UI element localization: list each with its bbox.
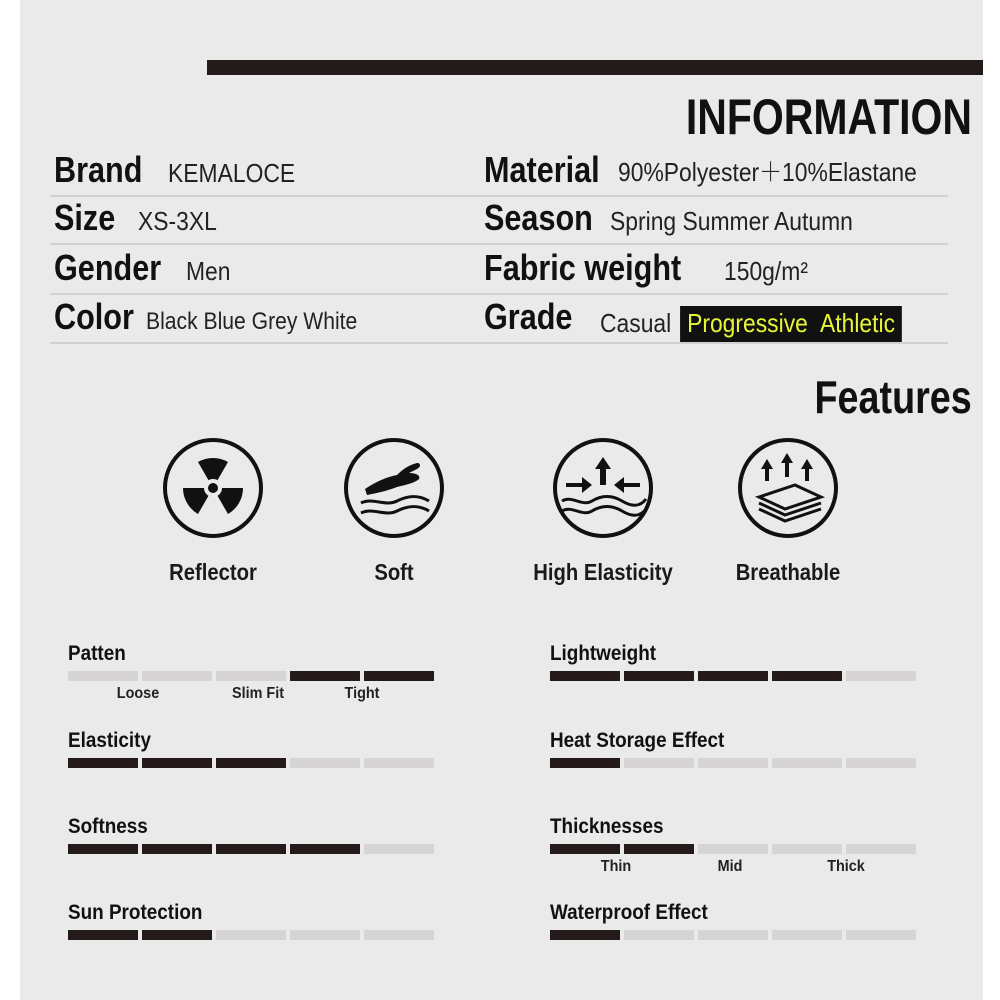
top-accent-bar — [207, 60, 983, 75]
rating-segment-filled — [290, 844, 360, 854]
rating-label: Thicknesses — [550, 815, 664, 838]
rating-segment-filled — [216, 758, 286, 768]
gender-value: Men — [186, 256, 231, 286]
features-heading: Features — [814, 371, 972, 423]
scale-label-slim-fit: Slim Fit — [231, 685, 285, 702]
hand-icon — [343, 437, 445, 539]
fabric-weight-value: 150g/m² — [724, 256, 808, 286]
rating-segment-filled — [142, 758, 212, 768]
rating-thicknesses — [550, 814, 922, 880]
rating-label: Lightweight — [550, 642, 657, 665]
season-key: Season — [484, 197, 593, 238]
grade-highlight: Progressive Athletic — [680, 306, 902, 342]
rating-segment-filled — [142, 930, 212, 940]
rating-segment-filled — [698, 671, 768, 681]
feature-soft — [294, 437, 494, 586]
scale-label-mid: Mid — [717, 858, 743, 875]
scale-label-tight: Tight — [344, 685, 380, 702]
rating-label: Elasticity — [68, 729, 151, 752]
rating-label: Waterproof Effect — [550, 901, 708, 924]
rating-lightweight — [550, 641, 922, 681]
rating-bar — [550, 671, 922, 681]
rating-segment-empty — [216, 930, 286, 940]
material-key: Material — [484, 149, 600, 190]
rating-segment-empty — [772, 758, 842, 768]
rating-segment-empty — [364, 930, 434, 940]
color-value: Black Blue Grey White — [146, 308, 358, 335]
stretch-arrows-icon — [552, 437, 654, 539]
scale-labels — [550, 858, 922, 880]
rating-segment-filled — [772, 671, 842, 681]
rating-segment-filled — [68, 930, 138, 940]
rating-segment-empty — [290, 930, 360, 940]
color-key: Color — [54, 296, 134, 337]
rating-segment-filled — [142, 844, 212, 854]
information-heading: INFORMATION — [685, 89, 972, 145]
rating-segment-filled — [550, 758, 620, 768]
feature-label: Breathable — [735, 559, 841, 585]
rating-sun-protection — [68, 900, 440, 940]
rating-segment-filled — [550, 671, 620, 681]
scale-labels — [68, 685, 440, 707]
season-value: Spring Summer Autumn — [610, 206, 853, 236]
rating-patten — [68, 641, 440, 707]
material-value: 90%Polyester＋10%Elastane — [618, 157, 917, 187]
scale-label-loose: Loose — [116, 685, 160, 702]
rating-segment-filled — [550, 930, 620, 940]
rating-segment-empty — [698, 930, 768, 940]
rating-waterproof — [550, 900, 922, 940]
rating-segment-empty — [68, 671, 138, 681]
rating-heat-storage — [550, 728, 922, 768]
rating-segment-filled — [624, 844, 694, 854]
rating-bar — [550, 930, 922, 940]
rating-bar — [550, 758, 922, 768]
grade-value — [600, 308, 902, 339]
rating-segment-filled — [216, 844, 286, 854]
rating-segment-empty — [364, 758, 434, 768]
feature-reflector — [113, 437, 313, 586]
feature-breathable — [688, 437, 888, 586]
rating-segment-filled — [68, 844, 138, 854]
info-row-fabric-weight — [480, 245, 948, 295]
rating-segment-filled — [68, 758, 138, 768]
grade-casual: Casual — [600, 308, 672, 338]
info-row-brand — [50, 147, 480, 197]
rating-label: Sun Protection — [68, 901, 203, 924]
rating-segment-filled — [290, 671, 360, 681]
rating-bar — [68, 758, 440, 768]
rating-segment-empty — [624, 758, 694, 768]
rating-segment-filled — [624, 671, 694, 681]
rating-segment-empty — [698, 758, 768, 768]
brand-value: KEMALOCE — [168, 158, 296, 188]
feature-label: Soft — [374, 559, 414, 585]
info-row-season — [480, 195, 948, 245]
rating-segment-empty — [216, 671, 286, 681]
rating-segment-empty — [772, 930, 842, 940]
rating-elasticity — [68, 728, 440, 768]
rating-segment-empty — [364, 844, 434, 854]
breathable-layers-icon — [737, 437, 839, 539]
info-row-material — [480, 147, 948, 197]
rating-segment-empty — [698, 844, 768, 854]
rating-label: Patten — [68, 642, 126, 665]
feature-label: High Elasticity — [533, 559, 673, 585]
feature-label: Reflector — [169, 559, 257, 585]
rating-label: Softness — [68, 815, 148, 838]
info-row-grade — [480, 294, 948, 344]
info-row-color — [50, 294, 480, 344]
rating-segment-empty — [846, 930, 916, 940]
grade-key: Grade — [484, 296, 573, 337]
gender-key: Gender — [54, 247, 162, 288]
rating-softness — [68, 814, 440, 854]
size-value: XS-3XL — [138, 206, 217, 236]
feature-high-elasticity — [503, 437, 703, 586]
rating-bar — [68, 930, 440, 940]
fabric-weight-key: Fabric weight — [484, 247, 682, 288]
rating-bar — [68, 671, 440, 681]
info-row-gender — [50, 245, 480, 295]
size-key: Size — [54, 197, 116, 238]
rating-segment-empty — [846, 671, 916, 681]
rating-segment-empty — [290, 758, 360, 768]
info-row-size — [50, 195, 480, 245]
rating-segment-empty — [846, 758, 916, 768]
brand-key: Brand — [54, 149, 143, 190]
rating-bar — [68, 844, 440, 854]
radiation-icon — [162, 437, 264, 539]
scale-label-thick: Thick — [827, 858, 865, 875]
rating-bar — [550, 844, 922, 854]
rating-segment-empty — [772, 844, 842, 854]
rating-segment-empty — [142, 671, 212, 681]
rating-segment-empty — [846, 844, 916, 854]
scale-label-thin: Thin — [600, 858, 632, 875]
rating-segment-filled — [550, 844, 620, 854]
rating-segment-empty — [624, 930, 694, 940]
rating-segment-filled — [364, 671, 434, 681]
rating-label: Heat Storage Effect — [550, 729, 725, 752]
